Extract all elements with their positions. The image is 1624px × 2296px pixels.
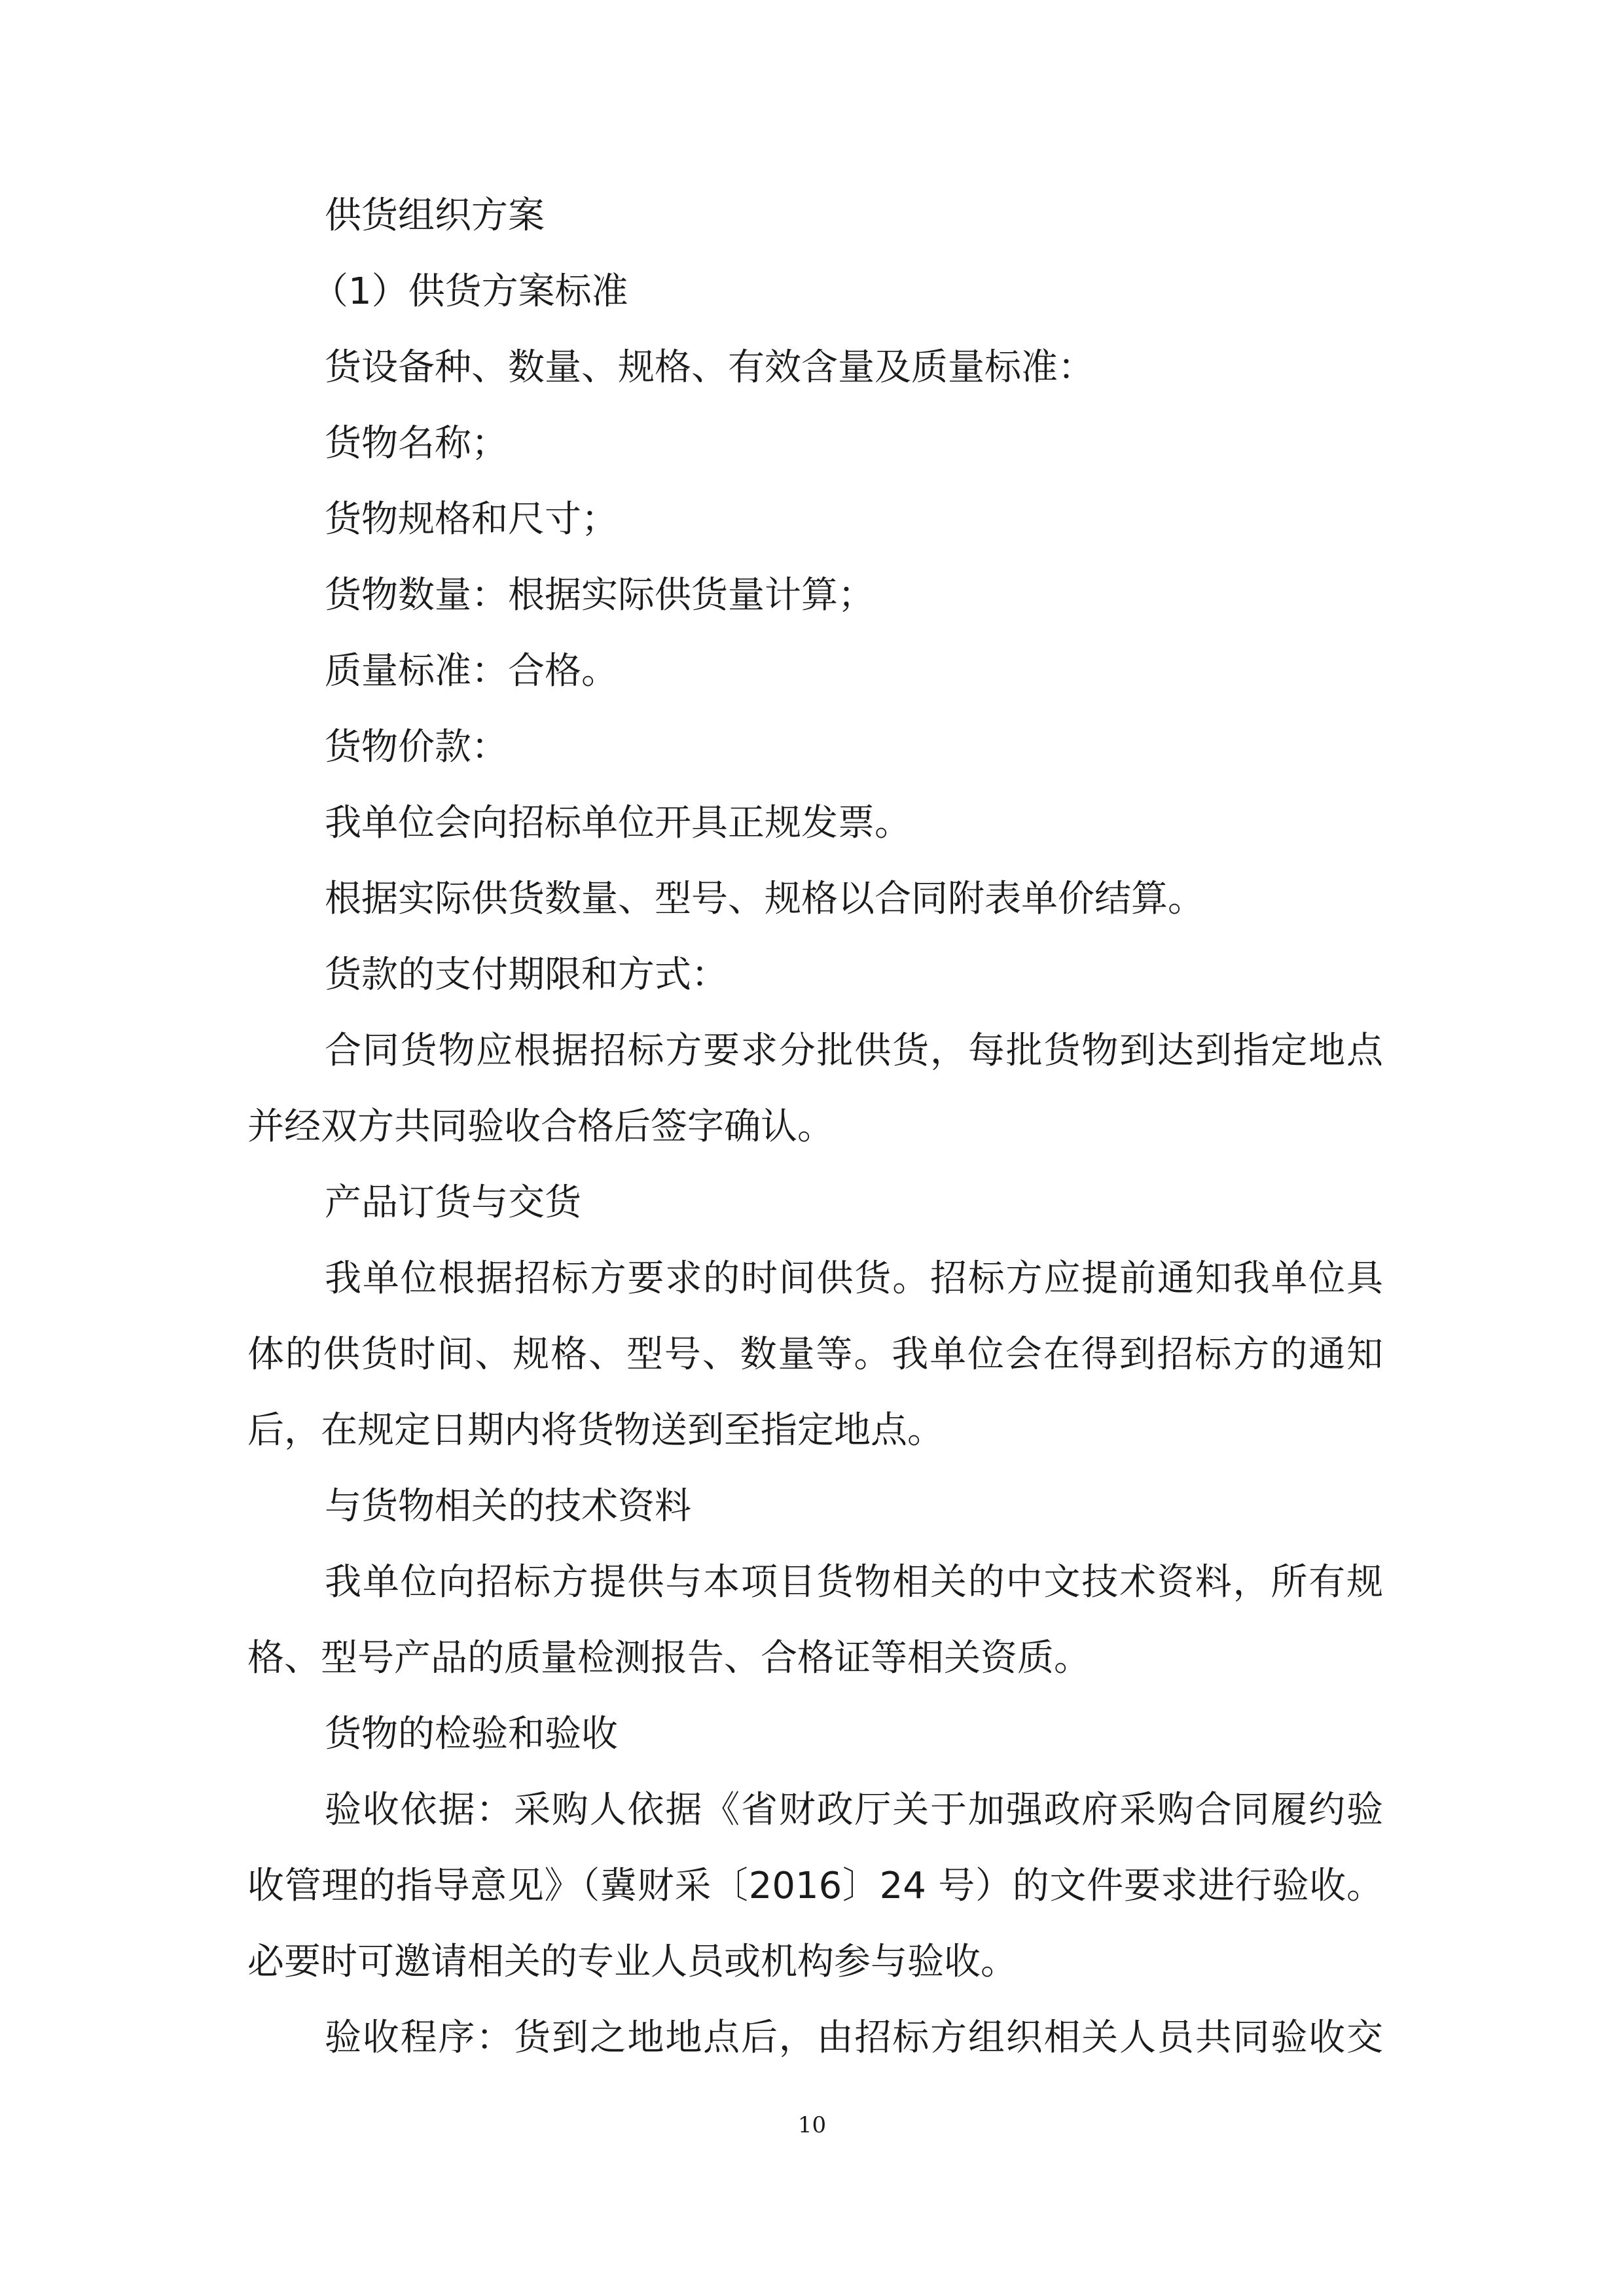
paragraph-line: 收管理的指导意见》（冀财采〔2016〕24 号）的文件要求进行验收。 [247,1865,1383,1907]
text-line: 货物价款： [325,726,508,768]
section-heading-inspection-acceptance: 货物的检验和验收 [325,1713,618,1755]
text-line: 货物名称； [325,422,508,465]
paragraph-line: 我单位根据招标方要求的时间供货。招标方应提前通知我单位具 [325,1257,1383,1300]
text-line: 货设备种、数量、规格、有效含量及质量标准： [325,346,1094,389]
document-body [247,178,1383,2076]
paragraph-line: 合同货物应根据招标方要求分批供货，每批货物到达到指定地点 [325,1030,1383,1072]
paragraph-line: 后，在规定日期内将货物送到至指定地点。 [247,1409,944,1452]
paragraph-line: 格、型号产品的质量检测报告、合格证等相关资质。 [247,1637,1091,1679]
text-line: 货物数量：根据实际供货量计算； [325,574,875,617]
text-line: 我单位会向招标单位开具正规发票。 [325,802,911,844]
text-line: 质量标准：合格。 [325,650,618,692]
text-line: 货物规格和尺寸； [325,498,618,541]
subheading-supply-standard: （1）供货方案标准 [312,270,628,313]
paragraph-line: 验收程序：货到之地地点后，由招标方组织相关人员共同验收交 [325,2017,1383,2059]
paragraph-line: 并经双方共同验收合格后签字确认。 [247,1105,834,1148]
page-number: 10 [797,2112,827,2138]
text-line: 根据实际供货数量、型号、规格以合同附表单价结算。 [325,878,1204,920]
text-line: 货款的支付期限和方式： [325,954,728,996]
section-heading-ordering-delivery: 产品订货与交货 [325,1181,581,1224]
section-heading-technical-data: 与货物相关的技术资料 [325,1485,691,1528]
paragraph-line: 必要时可邀请相关的专业人员或机构参与验收。 [247,1941,1017,1983]
paragraph-line: 体的供货时间、规格、型号、数量等。我单位会在得到招标方的通知 [247,1333,1383,1376]
paragraph-line: 验收依据：采购人依据《省财政厅关于加强政府采购合同履约验 [325,1789,1383,1831]
paragraph-line: 我单位向招标方提供与本项目货物相关的中文技术资料，所有规 [325,1561,1383,1604]
section-heading-supply-plan: 供货组织方案 [325,194,545,237]
